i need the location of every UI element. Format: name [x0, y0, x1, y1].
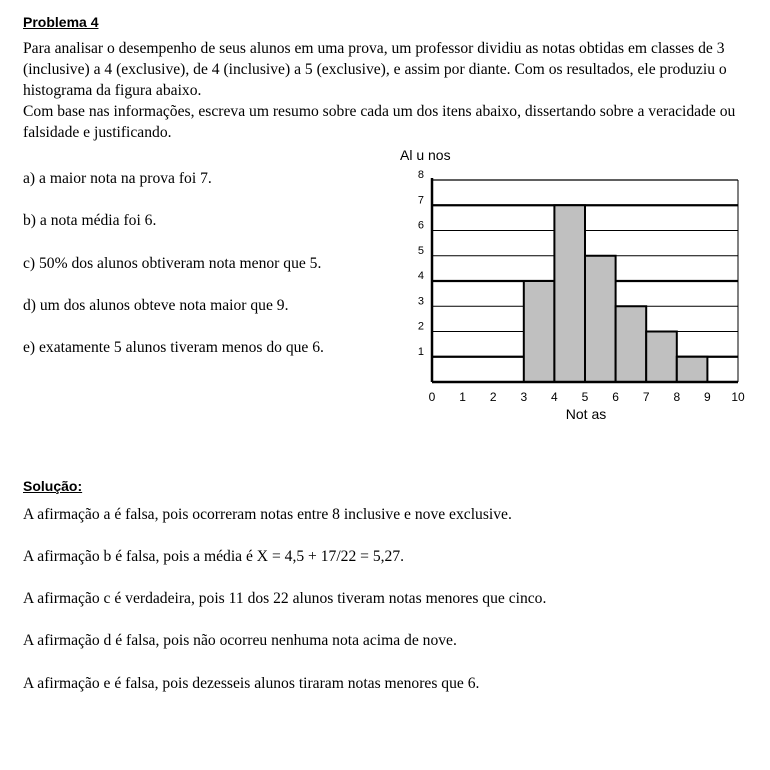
y-tick-label-2: 2 — [417, 320, 424, 333]
x-tick-label-2: 2 — [489, 390, 497, 404]
x-tick-label-4: 4 — [551, 390, 558, 404]
item-b: b) a nota média foi 6. — [23, 212, 157, 229]
solution-line-a: A afirmação a é falsa, pois ocorreram notas entre 8 inclusive e nove exclusive. — [23, 506, 512, 523]
solution-line-b: A afirmação b é falsa, pois a média é X = 4,5 + 17/22 = 5,27. — [23, 548, 405, 565]
histogram-bar-4-5 — [554, 205, 585, 382]
y-tick-label-3: 3 — [417, 295, 424, 308]
x-tick-label-0: 0 — [428, 390, 436, 404]
x-tick-label-6: 6 — [612, 390, 619, 404]
y-tick-label-5: 5 — [417, 244, 424, 257]
x-tick-label-9: 9 — [704, 390, 711, 404]
y-tick-label-7: 7 — [417, 194, 424, 207]
x-tick-label-7: 7 — [642, 390, 650, 404]
x-axis-label: Not as — [565, 406, 607, 422]
item-d: d) um dos alunos obteve nota maior que 9. — [23, 297, 289, 314]
solution-title: Solução: — [23, 478, 83, 494]
x-tick-label-8: 8 — [673, 390, 681, 404]
histogram-bar-5-6 — [585, 256, 616, 382]
histogram-bar-3-4 — [524, 281, 555, 382]
histogram-bar-8-9 — [677, 357, 708, 382]
x-tick-label-1: 1 — [459, 390, 466, 404]
problem-title: Problema 4 — [23, 14, 99, 30]
y-tick-label-6: 6 — [417, 219, 424, 232]
x-tick-label-5: 5 — [581, 390, 589, 404]
y-tick-label-4: 4 — [417, 270, 424, 282]
item-a: a) a maior nota na prova foi 7. — [23, 170, 212, 187]
item-c: c) 50% dos alunos obtiveram nota menor que 5. — [23, 255, 322, 272]
intro-paragraph-2: Com base nas informações, escreva um resumo sobre cada um dos itens abaixo, dissertando sobre a veracidade ou falsidade e justificando. — [23, 103, 736, 141]
y-tick-label-8: 8 — [417, 169, 424, 181]
solution-line-d: A afirmação d é falsa, pois não ocorreu nenhuma nota acima de nove. — [23, 632, 457, 649]
y-tick-label-1: 1 — [417, 345, 424, 358]
x-tick-label-10: 10 — [731, 390, 745, 404]
x-tick-label-3: 3 — [520, 390, 528, 404]
y-axis-label: Al u nos — [400, 147, 451, 163]
item-e: e) exatamente 5 alunos tiveram menos do que 6. — [23, 339, 324, 356]
bars-layer — [524, 205, 708, 382]
solution-line-e: A afirmação e é falsa, pois dezesseis alunos tiraram notas menores que 6. — [23, 675, 480, 692]
solution-line-c: A afirmação c é verdadeira, pois 11 dos 22 alunos tiveram notas menores que cinco. — [23, 590, 547, 607]
histogram-bar-7-8 — [646, 332, 677, 383]
histogram-bar-6-7 — [616, 306, 647, 382]
intro-paragraph-1: Para analisar o desempenho de seus alunos em uma prova, um professor dividiu as notas obtidas em classes de 3 (inclusive) a 4 (exclusive), de 4 (inclusive) a 5 (exclusive), e assim por diante. Com os resultados, ele produziu o histograma da figura abaixo. — [23, 40, 727, 99]
